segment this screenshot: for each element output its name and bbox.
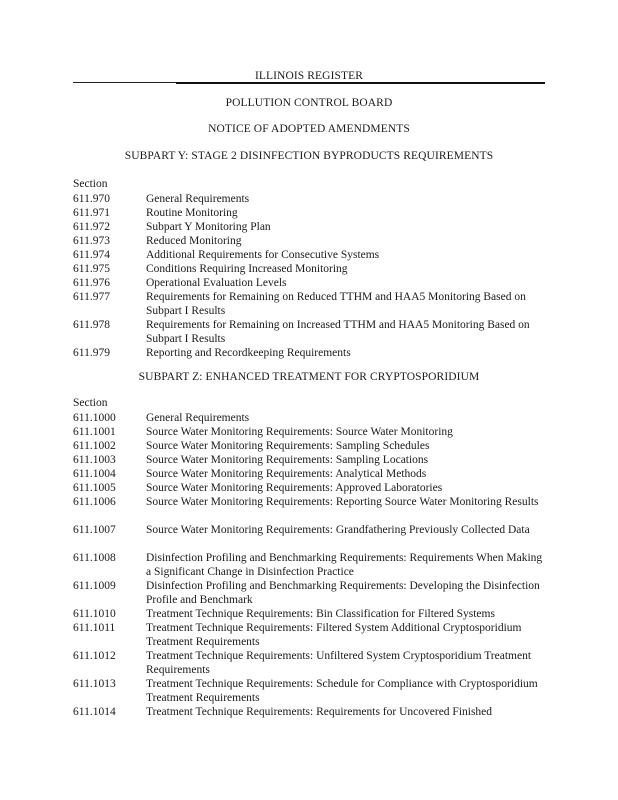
- section-title: Source Water Monitoring Requirements: Reporting Source Water Monitoring Results: [146, 496, 539, 508]
- section-number: 611.1007: [73, 524, 116, 536]
- section-number: 611.1004: [73, 468, 116, 480]
- section-number: 611.1002: [73, 440, 116, 452]
- section-title: Source Water Monitoring Requirements: Grandfathering Previously Collected Data: [146, 524, 530, 536]
- section-title: Conditions Requiring Increased Monitoring: [146, 263, 348, 275]
- subpart-y-heading: SUBPART Y: STAGE 2 DISINFECTION BYPRODUCTS REQUIREMENTS: [124, 150, 494, 162]
- section-number: 611.1000: [73, 412, 116, 424]
- section-title: Treatment Technique Requirements: Bin Classification for Filtered Systems: [146, 608, 495, 620]
- section-number: 611.1006: [73, 496, 116, 508]
- section-number: 611.1011: [73, 622, 116, 634]
- section-number: 611.1001: [73, 426, 116, 438]
- section-number: 611.1003: [73, 454, 116, 466]
- section-title: Routine Monitoring: [146, 207, 238, 219]
- section-title: Requirements for Remaining on Increased TTHM and HAA5 Monitoring Based on Subpart I Results: [146, 319, 530, 345]
- section-title: Disinfection Profiling and Benchmarking Requirements: Requirements When Making a Significant Change in Disinfection Practice: [146, 552, 543, 578]
- section-number: 611.1005: [73, 482, 116, 494]
- section-number: 611.973: [73, 235, 110, 247]
- section-label: Section: [73, 397, 108, 409]
- section-number: 611.978: [73, 319, 110, 331]
- section-number: 611.1008: [73, 552, 116, 564]
- section-title: Treatment Technique Requirements: Schedule for Compliance with Cryptosporidium Treatment Requirements: [146, 678, 538, 704]
- section-number: 611.977: [73, 291, 110, 303]
- section-title: General Requirements: [146, 412, 250, 424]
- section-number: 611.1014: [73, 706, 116, 718]
- section-title: Source Water Monitoring Requirements: Analytical Methods: [146, 468, 427, 480]
- section-number: 611.1013: [73, 678, 116, 690]
- header-rule-thick: [176, 82, 545, 84]
- section-title: Source Water Monitoring Requirements: Sampling Schedules: [146, 440, 430, 452]
- section-number: 611.1010: [73, 608, 116, 620]
- section-number: 611.979: [73, 347, 110, 359]
- section-title: Treatment Technique Requirements: Requirements for Uncovered Finished: [146, 706, 493, 718]
- section-title: Disinfection Profiling and Benchmarking Requirements: Developing the Disinfection Profile and Benchmark: [146, 580, 540, 606]
- section-number: 611.974: [73, 249, 110, 261]
- section-number: 611.975: [73, 263, 110, 275]
- section-number: 611.976: [73, 277, 110, 289]
- section-label: Section: [73, 178, 108, 190]
- section-number: 611.1009: [73, 580, 116, 592]
- subpart-z-heading: SUBPART Z: ENHANCED TREATMENT FOR CRYPTOSPORIDIUM: [138, 371, 480, 383]
- section-title: Requirements for Remaining on Reduced TTHM and HAA5 Monitoring Based on Subpart I Results: [146, 291, 526, 317]
- section-title: Treatment Technique Requirements: Filtered System Additional Cryptosporidium Treatment Requirements: [146, 622, 522, 648]
- section-number: 611.972: [73, 221, 110, 233]
- register-title: ILLINOIS REGISTER: [254, 70, 364, 82]
- section-title: Source Water Monitoring Requirements: Approved Laboratories: [146, 482, 443, 494]
- section-title: Subpart Y Monitoring Plan: [146, 221, 271, 233]
- section-title: Source Water Monitoring Requirements: Source Water Monitoring: [146, 426, 453, 438]
- section-title: Reduced Monitoring: [146, 235, 242, 247]
- section-title: General Requirements: [146, 193, 250, 205]
- section-title: Operational Evaluation Levels: [146, 277, 287, 289]
- section-title: Treatment Technique Requirements: Unfiltered System Cryptosporidium Treatment Requirements: [146, 650, 532, 676]
- agency-title: POLLUTION CONTROL BOARD: [225, 97, 393, 109]
- section-title: Reporting and Recordkeeping Requirements: [146, 347, 351, 359]
- section-title: Source Water Monitoring Requirements: Sampling Locations: [146, 454, 429, 466]
- notice-title: NOTICE OF ADOPTED AMENDMENTS: [208, 123, 410, 135]
- section-title: Additional Requirements for Consecutive Systems: [146, 249, 380, 261]
- section-number: 611.971: [73, 207, 110, 219]
- section-number: 611.970: [73, 193, 110, 205]
- section-number: 611.1012: [73, 650, 116, 662]
